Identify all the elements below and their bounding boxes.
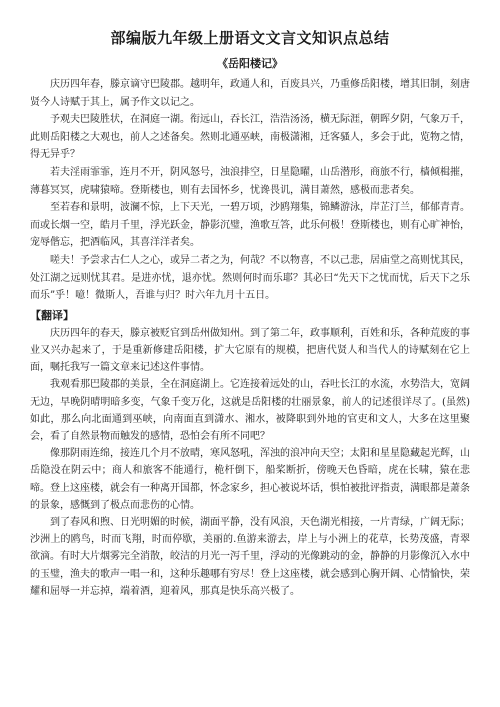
section-title: 《岳阳楼记》 (217, 57, 283, 70)
original-paragraph-3: 若夫淫雨霏霏，连月不开，阴风怒号，浊浪排空，日星隐曜，山岳潜形，商旅不行，樯倾楫摧，薄暮冥冥，虎啸猿啼。登斯楼也，则有去国怀乡，忧谗畏讥，满目萧然，感极而悲者矣。 (30, 166, 470, 196)
translation-paragraph-2: 我观看那巴陵郡的美景，全在洞庭湖上。它连接着远处的山，吞吐长江的水流，水势浩大，宽阔无边，早晚阴晴明暗多变，气象千变万化，这就是岳阳楼的壮丽景象，前人的记述很详尽了。(虽然)如此，那么向北面通到巫峡，向南面直到潇水、湘水，被降职到外地的官吏和文人，大多在这里聚会，看了自然景物而触发的感情，恐怕会有所不同吧？ (30, 379, 470, 442)
original-paragraph-5: 嗟夫！予尝求古仁人之心，或异二者之为，何哉？不以物喜，不以己悲，居庙堂之高则忧其民，处江湖之远则忧其君。是进亦忧，退亦忧。然则何时而乐耶？其必曰“先天下之忧而忧，后天下之乐而乐”乎！噫！微斯人，吾谁与归？时六年九月十五日。 (30, 254, 470, 302)
page-title: 部编版九年级上册语文文言文知识点总结 (110, 29, 390, 47)
translation-label: 【翻译】 (30, 308, 74, 322)
original-paragraph-1: 庆历四年春，滕京谪守巴陵郡。越明年，政通人和，百废具兴，乃重修岳阳楼，增其旧制，刻唐贤今人诗赋于其上，属予作文以记之。 (30, 79, 470, 108)
original-paragraph-2: 予观夫巴陵胜状，在洞庭一湖。衔远山，吞长江，浩浩汤汤，横无际涯，朝晖夕阴，气象万千，此则岳阳楼之大观也，前人之述备矣。然则北通巫峡，南极潇湘，迁客骚人，多会于此，览物之情，得无异乎？ (30, 114, 470, 161)
original-paragraph-4: 至若春和景明，波澜不惊，上下天光，一碧万顷，沙鸥翔集，锦鳞游泳，岸芷汀兰，郁郁青青。而或长烟一空，皓月千里，浮光跃金，静影沉璧，渔歌互答，此乐何极！登斯楼也，则有心旷神怡，宠辱偕忘，把酒临风，其喜洋洋者矣。 (30, 202, 470, 249)
translation-paragraph-3: 像那阴雨连绵，接连几个月不放晴，寒风怒吼，浑浊的浪冲向天空；太阳和星星隐藏起光辉，山岳隐没在阴云中；商人和旅客不能通行，桅杆倒下，船桨断折，傍晚天色昏暗，虎在长啸，猿在悲啼。登上这座楼，就会有一种离开国都，怀念家乡，担心被说坏话，惧怕被批评指责，满眼都是萧条的景象，感慨到了极点而悲伤的心情。 (30, 448, 470, 511)
translation-paragraph-1: 庆历四年的春天，滕京被贬官到岳州做知州。到了第二年，政事顺利，百姓和乐，各种荒废的事业又兴办起来了，于是重新修建岳阳楼，扩大它原有的规模，把唐代贤人和当代人的诗赋刻在它上面，嘱托我写一篇文章来记述这件事情。 (30, 327, 470, 374)
translation-paragraph-4: 到了春风和煦、日光明媚的时候，湖面平静，没有风浪，天色湖光相接，一片青绿，广阔无际；沙洲上的鸥鸟，时而飞翔，时而停歇，美丽的.鱼游来游去，岸上与小洲上的花草，长势茂盛，青翠欲滴。有时大片烟雾完全消散，皎洁的月光一泻千里，浮动的光像跳动的金，静静的月影像沉入水中的玉璧，渔夫的歌声一唱一和，这种乐趣哪有穷尽！登上这座楼，就会感到心胸开阔、心情愉快，荣耀和屈辱一并忘掉，端着酒，迎着风，那真是快乐高兴极了。 (30, 516, 470, 597)
